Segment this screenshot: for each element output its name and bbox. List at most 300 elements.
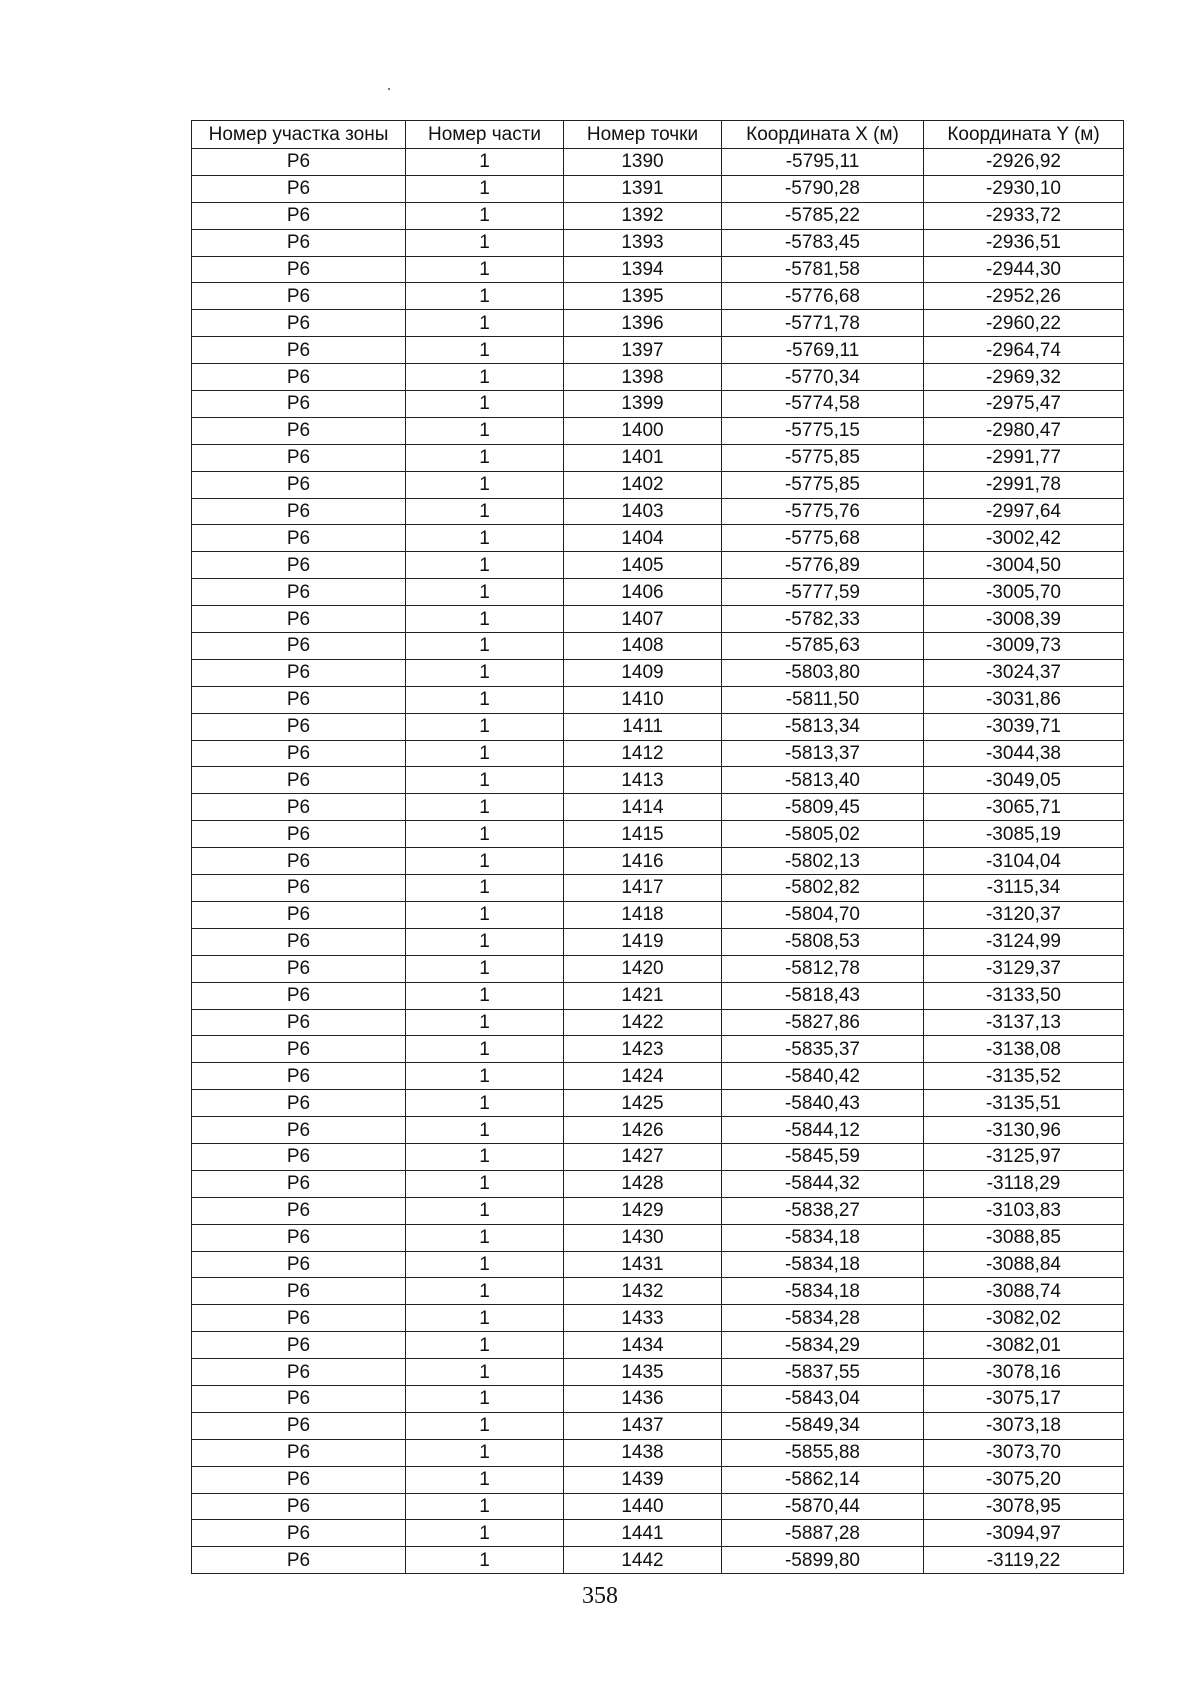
table-row bbox=[192, 229, 1124, 256]
cell-part-number: 1 bbox=[406, 283, 564, 310]
cell-coordinate-x: -5844,12 bbox=[722, 1117, 924, 1144]
cell-coordinate-y: -3120,37 bbox=[924, 901, 1124, 928]
cell-part-number: 1 bbox=[406, 1009, 564, 1036]
cell-coordinate-x: -5818,43 bbox=[722, 982, 924, 1009]
cell-coordinate-x: -5812,78 bbox=[722, 955, 924, 982]
cell-point-number: 1392 bbox=[564, 202, 722, 229]
table-row bbox=[192, 955, 1124, 982]
table-row bbox=[192, 659, 1124, 686]
cell-coordinate-x: -5840,42 bbox=[722, 1063, 924, 1090]
table-row bbox=[192, 283, 1124, 310]
cell-coordinate-x: -5775,85 bbox=[722, 444, 924, 471]
cell-part-number: 1 bbox=[406, 713, 564, 740]
cell-part-number: 1 bbox=[406, 633, 564, 660]
cell-part-number: 1 bbox=[406, 1197, 564, 1224]
cell-part-number: 1 bbox=[406, 1224, 564, 1251]
cell-point-number: 1424 bbox=[564, 1063, 722, 1090]
cell-coordinate-y: -3130,96 bbox=[924, 1117, 1124, 1144]
cell-point-number: 1411 bbox=[564, 713, 722, 740]
cell-coordinate-x: -5803,80 bbox=[722, 659, 924, 686]
table-row bbox=[192, 633, 1124, 660]
cell-point-number: 1403 bbox=[564, 498, 722, 525]
cell-coordinate-x: -5844,32 bbox=[722, 1170, 924, 1197]
cell-zone-section: Р6 bbox=[192, 1251, 406, 1278]
cell-point-number: 1405 bbox=[564, 552, 722, 579]
cell-coordinate-x: -5783,45 bbox=[722, 229, 924, 256]
cell-coordinate-x: -5808,53 bbox=[722, 928, 924, 955]
table-row bbox=[192, 1170, 1124, 1197]
cell-part-number: 1 bbox=[406, 1170, 564, 1197]
cell-zone-section: Р6 bbox=[192, 444, 406, 471]
table-row bbox=[192, 1251, 1124, 1278]
cell-coordinate-x: -5811,50 bbox=[722, 686, 924, 713]
cell-coordinate-x: -5802,13 bbox=[722, 848, 924, 875]
cell-part-number: 1 bbox=[406, 364, 564, 391]
cell-part-number: 1 bbox=[406, 391, 564, 418]
cell-zone-section: Р6 bbox=[192, 417, 406, 444]
table-row bbox=[192, 1332, 1124, 1359]
table-row bbox=[192, 713, 1124, 740]
table-row bbox=[192, 391, 1124, 418]
cell-zone-section: Р6 bbox=[192, 229, 406, 256]
cell-part-number: 1 bbox=[406, 1332, 564, 1359]
cell-part-number: 1 bbox=[406, 794, 564, 821]
cell-coordinate-y: -3004,50 bbox=[924, 552, 1124, 579]
cell-zone-section: Р6 bbox=[192, 659, 406, 686]
cell-part-number: 1 bbox=[406, 337, 564, 364]
table-header bbox=[192, 121, 1124, 149]
cell-point-number: 1394 bbox=[564, 256, 722, 283]
cell-point-number: 1414 bbox=[564, 794, 722, 821]
cell-point-number: 1404 bbox=[564, 525, 722, 552]
table-row bbox=[192, 1547, 1124, 1574]
cell-part-number: 1 bbox=[406, 875, 564, 902]
cell-part-number: 1 bbox=[406, 821, 564, 848]
cell-point-number: 1417 bbox=[564, 875, 722, 902]
cell-coordinate-y: -2964,74 bbox=[924, 337, 1124, 364]
cell-coordinate-y: -2980,47 bbox=[924, 417, 1124, 444]
cell-coordinate-y: -3075,17 bbox=[924, 1385, 1124, 1412]
cell-point-number: 1437 bbox=[564, 1412, 722, 1439]
cell-point-number: 1441 bbox=[564, 1520, 722, 1547]
cell-coordinate-x: -5790,28 bbox=[722, 175, 924, 202]
cell-zone-section: Р6 bbox=[192, 1117, 406, 1144]
cell-coordinate-y: -3119,22 bbox=[924, 1547, 1124, 1574]
cell-coordinate-y: -3039,71 bbox=[924, 713, 1124, 740]
cell-coordinate-y: -3118,29 bbox=[924, 1170, 1124, 1197]
cell-part-number: 1 bbox=[406, 1117, 564, 1144]
cell-coordinate-x: -5835,37 bbox=[722, 1036, 924, 1063]
cell-zone-section: Р6 bbox=[192, 1412, 406, 1439]
cell-coordinate-y: -2991,77 bbox=[924, 444, 1124, 471]
cell-zone-section: Р6 bbox=[192, 364, 406, 391]
table-row bbox=[192, 552, 1124, 579]
cell-coordinate-y: -3008,39 bbox=[924, 606, 1124, 633]
cell-coordinate-x: -5770,34 bbox=[722, 364, 924, 391]
table-body bbox=[192, 149, 1124, 1574]
table-row bbox=[192, 606, 1124, 633]
cell-part-number: 1 bbox=[406, 256, 564, 283]
cell-point-number: 1425 bbox=[564, 1090, 722, 1117]
cell-coordinate-y: -2960,22 bbox=[924, 310, 1124, 337]
table-row bbox=[192, 498, 1124, 525]
table-row bbox=[192, 982, 1124, 1009]
cell-coordinate-x: -5785,22 bbox=[722, 202, 924, 229]
cell-point-number: 1436 bbox=[564, 1385, 722, 1412]
cell-coordinate-y: -3138,08 bbox=[924, 1036, 1124, 1063]
cell-point-number: 1426 bbox=[564, 1117, 722, 1144]
cell-coordinate-x: -5849,34 bbox=[722, 1412, 924, 1439]
cell-part-number: 1 bbox=[406, 955, 564, 982]
cell-point-number: 1434 bbox=[564, 1332, 722, 1359]
cell-part-number: 1 bbox=[406, 552, 564, 579]
cell-zone-section: Р6 bbox=[192, 471, 406, 498]
cell-zone-section: Р6 bbox=[192, 982, 406, 1009]
table-row bbox=[192, 767, 1124, 794]
cell-coordinate-y: -2930,10 bbox=[924, 175, 1124, 202]
cell-point-number: 1431 bbox=[564, 1251, 722, 1278]
cell-point-number: 1397 bbox=[564, 337, 722, 364]
cell-coordinate-y: -2944,30 bbox=[924, 256, 1124, 283]
cell-coordinate-y: -3031,86 bbox=[924, 686, 1124, 713]
table-row bbox=[192, 901, 1124, 928]
cell-zone-section: Р6 bbox=[192, 1278, 406, 1305]
cell-coordinate-x: -5785,63 bbox=[722, 633, 924, 660]
header-coordinate-x: Координата X (м) bbox=[722, 121, 924, 149]
cell-zone-section: Р6 bbox=[192, 1197, 406, 1224]
cell-part-number: 1 bbox=[406, 149, 564, 176]
table-row bbox=[192, 794, 1124, 821]
cell-coordinate-y: -3088,84 bbox=[924, 1251, 1124, 1278]
cell-point-number: 1432 bbox=[564, 1278, 722, 1305]
cell-point-number: 1395 bbox=[564, 283, 722, 310]
cell-point-number: 1416 bbox=[564, 848, 722, 875]
cell-coordinate-y: -3078,95 bbox=[924, 1493, 1124, 1520]
cell-zone-section: Р6 bbox=[192, 525, 406, 552]
cell-zone-section: Р6 bbox=[192, 310, 406, 337]
cell-point-number: 1413 bbox=[564, 767, 722, 794]
cell-point-number: 1438 bbox=[564, 1439, 722, 1466]
cell-part-number: 1 bbox=[406, 1036, 564, 1063]
table-row bbox=[192, 149, 1124, 176]
cell-zone-section: Р6 bbox=[192, 928, 406, 955]
cell-point-number: 1440 bbox=[564, 1493, 722, 1520]
cell-coordinate-y: -3129,37 bbox=[924, 955, 1124, 982]
cell-coordinate-y: -3049,05 bbox=[924, 767, 1124, 794]
cell-part-number: 1 bbox=[406, 1278, 564, 1305]
cell-coordinate-y: -3088,85 bbox=[924, 1224, 1124, 1251]
table-row bbox=[192, 821, 1124, 848]
cell-zone-section: Р6 bbox=[192, 848, 406, 875]
cell-coordinate-x: -5775,76 bbox=[722, 498, 924, 525]
cell-zone-section: Р6 bbox=[192, 1224, 406, 1251]
table-row bbox=[192, 928, 1124, 955]
cell-zone-section: Р6 bbox=[192, 1439, 406, 1466]
cell-coordinate-x: -5813,34 bbox=[722, 713, 924, 740]
cell-coordinate-y: -3115,34 bbox=[924, 875, 1124, 902]
table-row bbox=[192, 1278, 1124, 1305]
cell-coordinate-x: -5813,40 bbox=[722, 767, 924, 794]
cell-part-number: 1 bbox=[406, 767, 564, 794]
cell-coordinate-y: -3125,97 bbox=[924, 1143, 1124, 1170]
table-row bbox=[192, 1117, 1124, 1144]
cell-coordinate-y: -3135,52 bbox=[924, 1063, 1124, 1090]
table-row bbox=[192, 1305, 1124, 1332]
cell-coordinate-y: -3044,38 bbox=[924, 740, 1124, 767]
cell-zone-section: Р6 bbox=[192, 633, 406, 660]
table-row bbox=[192, 202, 1124, 229]
cell-part-number: 1 bbox=[406, 1547, 564, 1574]
cell-coordinate-x: -5771,78 bbox=[722, 310, 924, 337]
cell-coordinate-y: -3124,99 bbox=[924, 928, 1124, 955]
cell-part-number: 1 bbox=[406, 606, 564, 633]
cell-coordinate-y: -3073,18 bbox=[924, 1412, 1124, 1439]
cell-zone-section: Р6 bbox=[192, 1009, 406, 1036]
cell-zone-section: Р6 bbox=[192, 875, 406, 902]
cell-zone-section: Р6 bbox=[192, 283, 406, 310]
cell-coordinate-y: -2975,47 bbox=[924, 391, 1124, 418]
cell-coordinate-x: -5775,68 bbox=[722, 525, 924, 552]
table-row bbox=[192, 1359, 1124, 1386]
cell-zone-section: Р6 bbox=[192, 901, 406, 928]
cell-zone-section: Р6 bbox=[192, 579, 406, 606]
table-row bbox=[192, 1090, 1124, 1117]
cell-point-number: 1442 bbox=[564, 1547, 722, 1574]
table-row bbox=[192, 525, 1124, 552]
cell-coordinate-x: -5775,85 bbox=[722, 471, 924, 498]
cell-coordinate-x: -5776,68 bbox=[722, 283, 924, 310]
header-part-number: Номер части bbox=[406, 121, 564, 149]
cell-coordinate-x: -5843,04 bbox=[722, 1385, 924, 1412]
cell-coordinate-x: -5774,58 bbox=[722, 391, 924, 418]
cell-part-number: 1 bbox=[406, 175, 564, 202]
cell-coordinate-y: -2936,51 bbox=[924, 229, 1124, 256]
cell-coordinate-x: -5834,18 bbox=[722, 1278, 924, 1305]
table-row bbox=[192, 1063, 1124, 1090]
table-row bbox=[192, 1143, 1124, 1170]
cell-zone-section: Р6 bbox=[192, 794, 406, 821]
cell-point-number: 1407 bbox=[564, 606, 722, 633]
cell-part-number: 1 bbox=[406, 1493, 564, 1520]
cell-coordinate-x: -5769,11 bbox=[722, 337, 924, 364]
table-row bbox=[192, 471, 1124, 498]
cell-point-number: 1410 bbox=[564, 686, 722, 713]
cell-part-number: 1 bbox=[406, 579, 564, 606]
cell-coordinate-y: -3002,42 bbox=[924, 525, 1124, 552]
table-row bbox=[192, 740, 1124, 767]
cell-coordinate-x: -5899,80 bbox=[722, 1547, 924, 1574]
cell-zone-section: Р6 bbox=[192, 686, 406, 713]
cell-zone-section: Р6 bbox=[192, 256, 406, 283]
cell-zone-section: Р6 bbox=[192, 1090, 406, 1117]
cell-zone-section: Р6 bbox=[192, 149, 406, 176]
table-row bbox=[192, 1466, 1124, 1493]
table-row bbox=[192, 1224, 1124, 1251]
cell-point-number: 1429 bbox=[564, 1197, 722, 1224]
cell-point-number: 1408 bbox=[564, 633, 722, 660]
table-row bbox=[192, 579, 1124, 606]
cell-part-number: 1 bbox=[406, 1305, 564, 1332]
cell-part-number: 1 bbox=[406, 498, 564, 525]
cell-coordinate-y: -3085,19 bbox=[924, 821, 1124, 848]
cell-part-number: 1 bbox=[406, 1412, 564, 1439]
cell-point-number: 1396 bbox=[564, 310, 722, 337]
table-row bbox=[192, 1439, 1124, 1466]
table-row bbox=[192, 364, 1124, 391]
cell-coordinate-x: -5855,88 bbox=[722, 1439, 924, 1466]
cell-coordinate-x: -5795,11 bbox=[722, 149, 924, 176]
header-zone-section: Номер участка зоны bbox=[192, 121, 406, 149]
cell-part-number: 1 bbox=[406, 848, 564, 875]
cell-point-number: 1412 bbox=[564, 740, 722, 767]
cell-part-number: 1 bbox=[406, 202, 564, 229]
cell-zone-section: Р6 bbox=[192, 391, 406, 418]
header-row bbox=[192, 121, 1124, 149]
table-row bbox=[192, 1520, 1124, 1547]
table-row bbox=[192, 1493, 1124, 1520]
cell-coordinate-x: -5802,82 bbox=[722, 875, 924, 902]
cell-coordinate-x: -5804,70 bbox=[722, 901, 924, 928]
cell-zone-section: Р6 bbox=[192, 606, 406, 633]
cell-coordinate-y: -2933,72 bbox=[924, 202, 1124, 229]
table-row bbox=[192, 310, 1124, 337]
coordinates-table bbox=[191, 120, 1124, 1574]
cell-coordinate-y: -3073,70 bbox=[924, 1439, 1124, 1466]
cell-zone-section: Р6 bbox=[192, 337, 406, 364]
cell-zone-section: Р6 bbox=[192, 1359, 406, 1386]
table-row bbox=[192, 256, 1124, 283]
table-row bbox=[192, 875, 1124, 902]
cell-part-number: 1 bbox=[406, 982, 564, 1009]
cell-coordinate-y: -2991,78 bbox=[924, 471, 1124, 498]
cell-part-number: 1 bbox=[406, 901, 564, 928]
cell-coordinate-x: -5845,59 bbox=[722, 1143, 924, 1170]
cell-point-number: 1433 bbox=[564, 1305, 722, 1332]
cell-zone-section: Р6 bbox=[192, 1466, 406, 1493]
table-row bbox=[192, 1036, 1124, 1063]
cell-point-number: 1421 bbox=[564, 982, 722, 1009]
cell-coordinate-y: -3104,04 bbox=[924, 848, 1124, 875]
cell-zone-section: Р6 bbox=[192, 552, 406, 579]
cell-point-number: 1419 bbox=[564, 928, 722, 955]
cell-coordinate-y: -2969,32 bbox=[924, 364, 1124, 391]
cell-coordinate-x: -5838,27 bbox=[722, 1197, 924, 1224]
cell-part-number: 1 bbox=[406, 471, 564, 498]
cell-coordinate-x: -5777,59 bbox=[722, 579, 924, 606]
cell-zone-section: Р6 bbox=[192, 1332, 406, 1359]
cell-coordinate-x: -5805,02 bbox=[722, 821, 924, 848]
cell-part-number: 1 bbox=[406, 659, 564, 686]
header-point-number: Номер точки bbox=[564, 121, 722, 149]
scan-speck bbox=[388, 88, 390, 90]
cell-coordinate-y: -3088,74 bbox=[924, 1278, 1124, 1305]
cell-zone-section: Р6 bbox=[192, 713, 406, 740]
table-row bbox=[192, 1385, 1124, 1412]
cell-coordinate-x: -5827,86 bbox=[722, 1009, 924, 1036]
cell-coordinate-y: -3075,20 bbox=[924, 1466, 1124, 1493]
cell-coordinate-y: -3065,71 bbox=[924, 794, 1124, 821]
cell-part-number: 1 bbox=[406, 1385, 564, 1412]
cell-part-number: 1 bbox=[406, 525, 564, 552]
table-row bbox=[192, 417, 1124, 444]
cell-coordinate-x: -5834,18 bbox=[722, 1224, 924, 1251]
cell-point-number: 1391 bbox=[564, 175, 722, 202]
cell-zone-section: Р6 bbox=[192, 1385, 406, 1412]
cell-point-number: 1399 bbox=[564, 391, 722, 418]
cell-part-number: 1 bbox=[406, 1466, 564, 1493]
cell-zone-section: Р6 bbox=[192, 1036, 406, 1063]
cell-point-number: 1423 bbox=[564, 1036, 722, 1063]
cell-part-number: 1 bbox=[406, 1143, 564, 1170]
cell-zone-section: Р6 bbox=[192, 955, 406, 982]
table-row bbox=[192, 337, 1124, 364]
cell-coordinate-y: -2952,26 bbox=[924, 283, 1124, 310]
cell-point-number: 1427 bbox=[564, 1143, 722, 1170]
cell-point-number: 1390 bbox=[564, 149, 722, 176]
cell-coordinate-y: -3078,16 bbox=[924, 1359, 1124, 1386]
cell-coordinate-y: -2926,92 bbox=[924, 149, 1124, 176]
cell-coordinate-y: -3024,37 bbox=[924, 659, 1124, 686]
table-row bbox=[192, 1009, 1124, 1036]
cell-zone-section: Р6 bbox=[192, 767, 406, 794]
cell-coordinate-x: -5870,44 bbox=[722, 1493, 924, 1520]
cell-part-number: 1 bbox=[406, 686, 564, 713]
cell-part-number: 1 bbox=[406, 928, 564, 955]
cell-part-number: 1 bbox=[406, 1359, 564, 1386]
table-row bbox=[192, 175, 1124, 202]
cell-part-number: 1 bbox=[406, 1090, 564, 1117]
cell-coordinate-y: -3094,97 bbox=[924, 1520, 1124, 1547]
cell-point-number: 1418 bbox=[564, 901, 722, 928]
cell-coordinate-x: -5862,14 bbox=[722, 1466, 924, 1493]
cell-zone-section: Р6 bbox=[192, 1493, 406, 1520]
cell-coordinate-x: -5837,55 bbox=[722, 1359, 924, 1386]
cell-point-number: 1439 bbox=[564, 1466, 722, 1493]
cell-zone-section: Р6 bbox=[192, 1063, 406, 1090]
cell-zone-section: Р6 bbox=[192, 1547, 406, 1574]
cell-point-number: 1430 bbox=[564, 1224, 722, 1251]
cell-point-number: 1393 bbox=[564, 229, 722, 256]
cell-point-number: 1401 bbox=[564, 444, 722, 471]
table-row bbox=[192, 1412, 1124, 1439]
cell-coordinate-y: -3133,50 bbox=[924, 982, 1124, 1009]
cell-point-number: 1422 bbox=[564, 1009, 722, 1036]
cell-coordinate-y: -3009,73 bbox=[924, 633, 1124, 660]
cell-coordinate-x: -5813,37 bbox=[722, 740, 924, 767]
cell-coordinate-x: -5834,18 bbox=[722, 1251, 924, 1278]
cell-part-number: 1 bbox=[406, 1520, 564, 1547]
cell-point-number: 1402 bbox=[564, 471, 722, 498]
cell-coordinate-y: -3103,83 bbox=[924, 1197, 1124, 1224]
cell-zone-section: Р6 bbox=[192, 1170, 406, 1197]
page-number: 358 bbox=[582, 1583, 618, 1609]
cell-point-number: 1428 bbox=[564, 1170, 722, 1197]
cell-coordinate-y: -3082,01 bbox=[924, 1332, 1124, 1359]
cell-point-number: 1435 bbox=[564, 1359, 722, 1386]
cell-part-number: 1 bbox=[406, 229, 564, 256]
cell-point-number: 1398 bbox=[564, 364, 722, 391]
cell-coordinate-x: -5887,28 bbox=[722, 1520, 924, 1547]
cell-coordinate-x: -5776,89 bbox=[722, 552, 924, 579]
table-row bbox=[192, 686, 1124, 713]
cell-coordinate-x: -5782,33 bbox=[722, 606, 924, 633]
cell-zone-section: Р6 bbox=[192, 1143, 406, 1170]
cell-point-number: 1409 bbox=[564, 659, 722, 686]
cell-part-number: 1 bbox=[406, 310, 564, 337]
cell-part-number: 1 bbox=[406, 1439, 564, 1466]
cell-coordinate-y: -3005,70 bbox=[924, 579, 1124, 606]
table-row bbox=[192, 848, 1124, 875]
